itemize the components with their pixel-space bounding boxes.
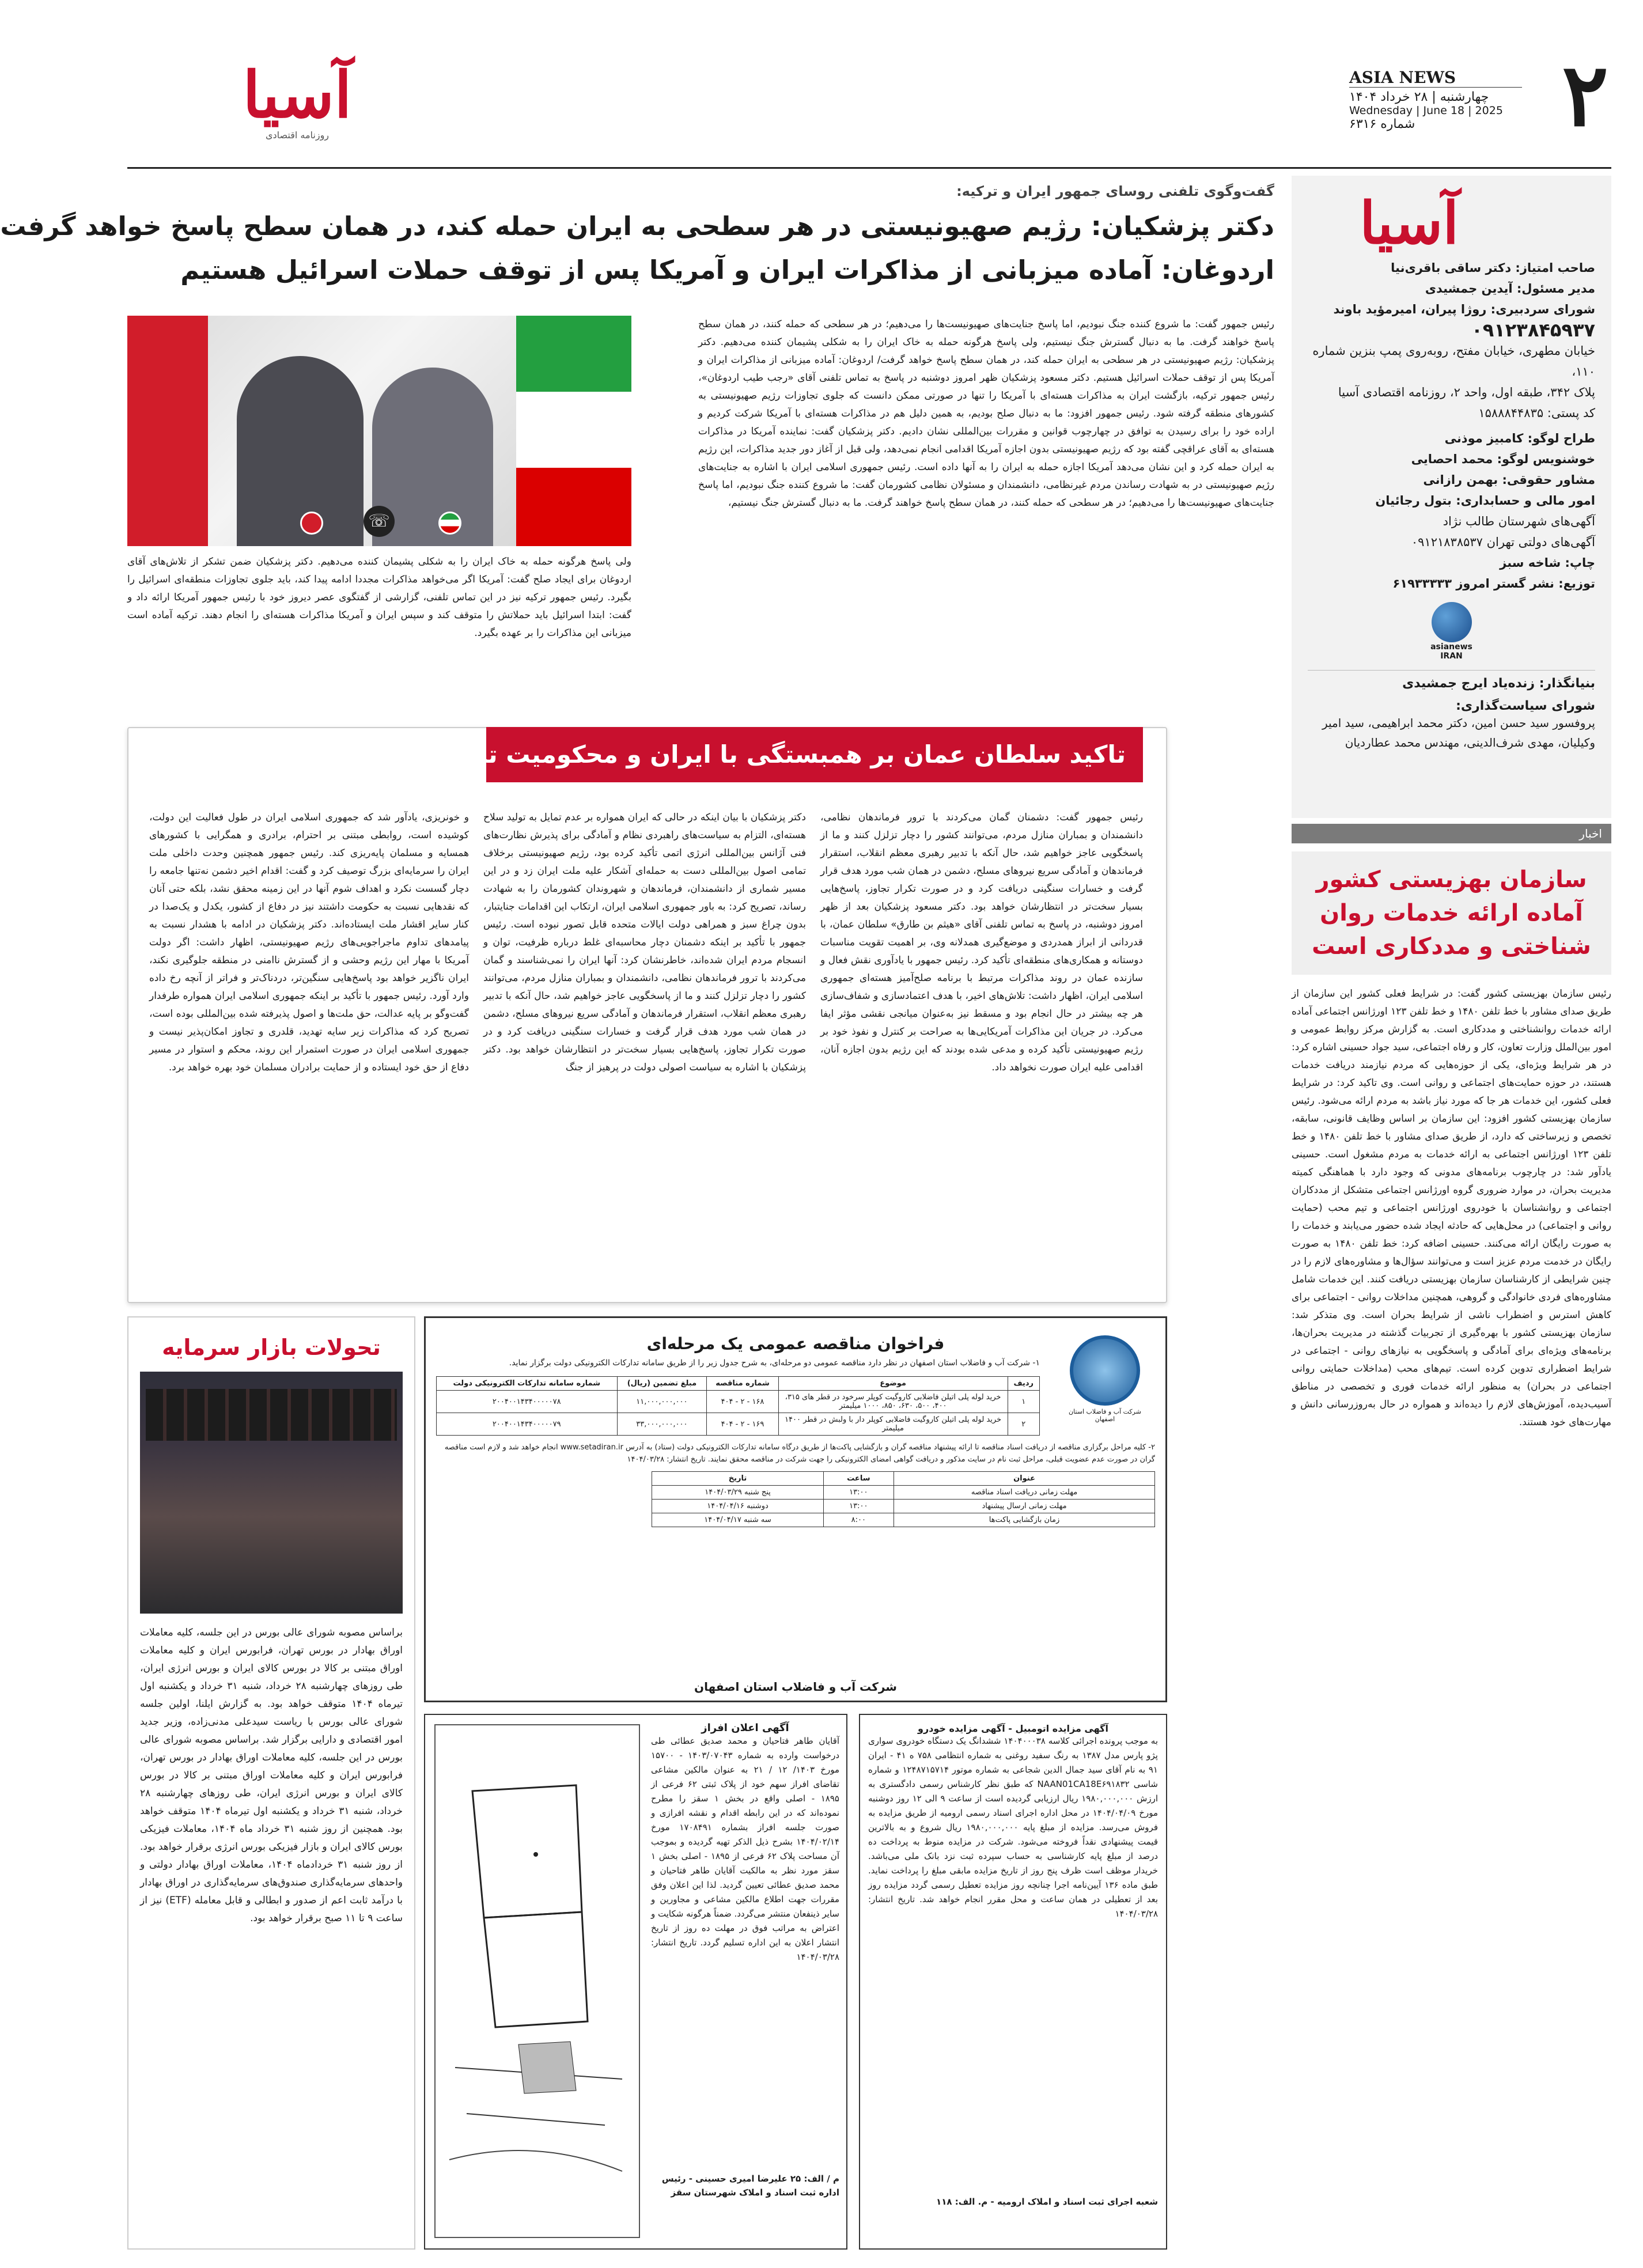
masthead-rule [127, 167, 1611, 169]
imprint-line: طراح لوگو: کامبیز موذنی [1444, 431, 1595, 445]
tender-footer: شرکت آب و فاضلاب استان اصفهان [694, 1680, 897, 1694]
table-cell: ۱۶۹ - ۲ - ۴۰۴ [707, 1413, 778, 1436]
phone-icon: ☏ [364, 506, 395, 537]
imprint-line: امور مالی و حسابداری: بتول رجائیان [1375, 494, 1595, 508]
news-headline-box [1292, 851, 1611, 975]
table-row [437, 1391, 1040, 1413]
news-headline: سازمان بهزیستی کشور آماده ارائه خدمات روان شناختی و مددکاری است [1312, 866, 1591, 960]
sidebar-imprint [1292, 176, 1611, 818]
top-logo-text: آسیا [243, 58, 352, 132]
table-cell: ۱۱,۰۰۰,۰۰۰,۰۰۰ [617, 1391, 707, 1413]
table-cell: ۸:۰۰ [823, 1513, 894, 1527]
tender-ad [424, 1316, 1167, 1702]
oman-headline: تاکید سلطان عمان بر همبستگی با ایران و محکومیت تجاوز رژیم صهیونیستی [218, 740, 1126, 768]
schedule-col-header: تاریخ [652, 1472, 823, 1486]
tender-col-header: ردیف [1008, 1377, 1039, 1391]
lead-body-left: ولی پاسخ هرگونه حمله به خاک ایران را به شکلی پشیمان کننده می‌دهیم. دکتر پزشکیان ضمن تشکر از تلاش‌های آقای اردوغان برای ایجاد صلح گفت: آمریکا اگر می‌خواهد مذاکرات مجددا ادامه پیدا کند، باید جلوی تجاوزات منطقه‌ای اسرائیل را بگیرد. رئیس جمهور ترکیه نیز در این تماس تلفنی، گزارشی از گفتگوی عصر دیروز خود با رئیس جمهور آمریکا ارائه داد و گفت: ابتدا اسرائیل باید حملاتش را متوقف کند و سپس ایران و آمریکا مذاکرات هسته‌ای را انجام دهند. ترکیه آماده است میزبانی این مذاکرات را بر عهده بگیرد. [127, 556, 631, 639]
table-cell: ۱۳:۰۰ [823, 1500, 894, 1513]
globe-icon [1432, 602, 1472, 642]
market-headline: تحولات بازار سرمایه [162, 1335, 381, 1360]
afraz-body: آقایان طاهر فتاحیان و محمد صدیق عطائی طی درخواست وارده به شماره ۱۴۰۳/۰۷۰۴۳ - ۱۵۷۰۰ مورخ ۱۴۰۳/ ۱۲ / ۲۱ به عنوان مالکین مشاعی تقاضای افراز سهم خود از پلاک ثبتی ۶۲ فرعی از ۱۸۹۵ - اصلی واقع در بخش ۱ سقز را مطرح نموده‌اند که در این رابطه اقدام و نقشه افرازی و صورت جلسه افراز بشماره ۱۷۰۸۴۹۱ مورخ ۱۴۰۴/۰۲/۱۴ بشرح ذیل الذکر تهیه گردیده و بموجب آن مساحت پلاک ۶۲ فرعی از ۱۸۹۵ - اصلی بخش ۱ سقز مورد نظر به مالکیت آقایان طاهر فتاحیان و محمد صدیق عطائی تعیین گردید. لذا این اعلان وفق مقررات جهت اطلاع مالکین مشاعی و مجاورین و سایر ذینفعان منتشر می‌گردد. ضمناً هرگونه شکایت و اعتراض به مراتب فوق در مهلت ده روز از تاریخ انتشار اعلان به این اداره تسلیم گردد. تاریخ انتشار: ۱۴۰۴/۰۳/۲۸ [651, 1736, 840, 1962]
oman-story-box [127, 727, 1167, 1303]
market-box [127, 1316, 415, 2250]
asianews-iran-logo [1420, 602, 1483, 661]
table-cell: ۳۳,۰۰۰,۰۰۰,۰۰۰ [617, 1413, 707, 1436]
table-cell: دوشنبه ۱۴۰۴/۰۴/۱۶ [652, 1500, 823, 1513]
oman-headline-bar [218, 727, 1143, 782]
afraz-title: آگهی اعلان افراز [701, 1722, 789, 1734]
imprint-line: صاحب امتیاز: دکتر ساقی باقری‌نیا [1391, 261, 1595, 275]
erdogan-portrait [237, 356, 364, 546]
date-fa: چهارشنبه | ۲۸ خرداد ۱۴۰۴ [1349, 87, 1522, 104]
imprint-line: آگهی‌های دولتی تهران ۰۹۱۲۱۸۳۸۵۳۷ [1411, 535, 1595, 549]
lead-kicker: گفت‌وگوی تلفنی روسای جمهور ایران و ترکیه: [956, 183, 1274, 199]
imprint-line: خوشنویس لوگو: محمد احصایی [1411, 452, 1595, 466]
policy-members: پروفسور سید حسن امین، دکتر محمد ابراهیمی، سید امیر وکیلیان، مهدی شرف‌الدینی، مهندس محمد عطاردیان [1322, 716, 1595, 749]
parcel-map [432, 1722, 642, 2240]
tender-note: ۲- کلیه مراحل برگزاری مناقصه از دریافت اسناد مناقصه تا ارائه پیشنهاد مناقصه گران و بازگشایی پاکت‌ها از طریق درگاه سامانه تدارکات الکترونیکی دولت (ستاد) به آدرس www.setadiran.ir انجام خواهد شد و لازم است مناقصه گران در صورت عدم عضویت قبلی، مراحل ثبت نام در سایت مذکور و دریافت گواهی امضای الکترونیکی را جهت شرکت در مناقصه محقق نمایند. تاریخ انتشار: ۱۴۰۴/۰۳/۲۸ [444, 1443, 1155, 1464]
tender-title: فراخوان مناقصه عمومی یک مرحله‌ای [646, 1334, 945, 1353]
iran-badge-icon [438, 512, 461, 535]
oman-col-3: و خونریزی، یادآور شد که جمهوری اسلامی ایران در طول فعالیت این دولت، کوشیده است، روابطی مبتنی بر احترام، برادری و همگرایی با کشورهای همسایه و مسلمان پایه‌ریزی کند. رئیس جمهور همچنین وحدت داخلی ملت ایران را سرمایه‌ای بزرگ توصیف کرد و گفت: اقدام اخیر دشمن نه‌تنها جامعه را دچار گسست نکرد و اهداف شوم آنها در این زمینه محقق نشد، بلکه حتی آنان که نقدهایی نسبت به حکومت داشتند نیز در دفاع از کشور، یکدل و یک‌صدا در کنار سایر اقشار ملت ایستاده‌اند. دکتر پزشکیان در ادامه با هشدار نسبت به پیامدهای تداوم ماجراجویی‌های رژیم صهیونیستی، اظهار داشت: اگر دولت آمریکا با مهار این رژیم وحشی و از گسترش ناامنی در منطقه جلوگیری نکند، ایران ناگزیر خواهد بود پاسخ‌هایی سنگین‌تر، دردناک‌تر و فراتر از آنچه رخ داده وارد آورد. رئیس جمهور با تأکید بر اینکه جمهوری اسلامی ایران همواره طرفدار گفت‌وگو بر پایه عدالت، حق ملت‌ها و اصول پذیرفته شده بین‌المللی بوده است، تصریح کرد که مذاکرات زیر سایه تهدید، قلدری و تجاوز امکان‌پذیر نیست و جمهوری اسلامی ایران در صورت استمرار این روند، محکم و استوار در مسیر دفاع از حق خود ایستاده و از حمایت برادران مسلمان خود بهره خواهد برد. [149, 812, 469, 1073]
imprint-line: توزیع: نشر گستر امروز ۶۱۹۳۳۳۳۳ [1392, 577, 1595, 590]
table-cell: مهلت زمانی دریافت اسناد مناقصه [894, 1486, 1155, 1500]
tender-table [436, 1376, 1040, 1436]
imprint-line: شورای سردبیری: روژا پیران، امیرمؤید باوند [1333, 302, 1595, 316]
market-body: براساس مصوبه شورای عالی بورس در این جلسه، کلیه معاملات اوراق بهادار در بورس تهران، فرابورس ایران و کلیه معاملات اوراق مبتنی بر کالا در بورس کالای ایران و بورس انرژی ایران، طی روزهای چهارشنبه ۲۸ خرداد، شنبه ۳۱ خرداد و یکشنبه اول تیرماه ۱۴۰۴ متوقف خواهد بود. به گزارش ایلنا، اولین جلسه شورای عالی بورس با ریاست سیدعلی مدنی‌زاده، وزیر جدید امور اقتصادی و دارایی برگزار شد. براساس مصوبه شورای عالی بورس در این جلسه، کلیه معاملات اوراق بهادار در بورس تهران، فرابورس ایران و کلیه معاملات اوراق مبتنی بر کالا در بورس کالای ایران و بورس انرژی ایران، طی روزهای چهارشنبه ۲۸ خرداد، شنبه ۳۱ خرداد و یکشنبه اول تیرماه ۱۴۰۴ متوقف خواهد بود. همچنین از روز شنبه ۳۱ خرداد ماه ۱۴۰۴، معاملات فیزیکی بورس کالای ایران و بازار فیزیکی بورس انرژی برقرار خواهد بود. از روز شنبه ۳۱ خردادماه ۱۴۰۴، معاملات اوراق بهادار دولتی و واحدهای سرمایه‌گذاری صندوق‌های سرمایه‌گذاری در اوراق بهادار با درآمد ثابت اعم از صدور و ابطالی و قابل معامله (ETF) نیز از ساعت ۹ تا ۱۱ صبح برقرار خواهد بود. [140, 1627, 403, 1924]
imprint-line: آگهی‌های شهرستان طالب نژاد [1443, 514, 1595, 528]
lead-body-right: رئیس جمهور گفت: ما شروع کننده جنگ نبودیم، اما پاسخ جنایت‌های صهیونیست‌ها را می‌دهیم؛ در هر سطحی که حمله کنند، در همان سطح پاسخ خواهند گرفت. ما به دنبال گسترش جنگ نیستیم، ولی پاسخ هرگونه حمله به خاک ایران را به شکلی پشیمان کننده می‌دهیم. دکتر پزشکیان: رژیم صهیونیستی در هر سطحی به ایران حمله کند، در همان سطح پاسخ خواهد گرفت/ اردوغان: آماده میزبانی از مذاکرات ایران و آمریکا پس از توقف حملات اسرائیل هستیم. دکتر مسعود پزشکیان ظهر امروز دوشنبه در پاسخ به تماس تلفنی آقای «رجب طیب اردوغان»، رئیس جمهور ترکیه، بازگشت ایران به مذاکرات هسته‌ای با آمریکا را تنها در صورتی ممکن دانست که جلوی تجاوزات رژیم صهیونیستی به کشورهای منطقه گرفته شود. رئیس جمهور افزود: ما به دنبال صلح بودیم، به همین دلیل هم در مذاکرات هسته‌ای با آمریکا شرکت کردیم و اراده خود را برای رسیدن به توافق در چهارچوب قوانین و مقررات بین‌المللی نشان دادیم. دکتر پزشکیان گفت: نماینده آمریکا در مذاکرات هسته‌ای به آقای عراقچی گفته بود که رژیم صهیونیستی بدون اجازه آمریکا اقدامی انجام نمی‌دهد، ولی قبل از آغاز دور جدید مذاکرات، این رژیم به ایران حمله کرد و این نشان می‌دهد آمریکا اجازه حمله به ایران را به آنها داده است. رئیس جمهوری اسلامی ایران با اشاره به جنایت‌های رژیم صهیونیستی در به شهادت رساندن مردم غیرنظامی، دانشمندان و مسئولان نظامی کشورمان گفت: ما شروع کننده جنگ نبودیم، اما پاسخ جنایت‌های صهیونیست‌ها را می‌دهیم؛ در هر سطحی که حمله کنند، در همان سطح پاسخ خواهند گرفت. ما به دنبال گسترش جنگ نیستیم، [698, 319, 1274, 509]
founder-line: بنیانگذار: زنده‌یاد ایرج جمشیدی [1308, 670, 1595, 691]
tender-col-header: شماره سامانه تدارکات الکترونیکی دولت [437, 1377, 618, 1391]
oman-col-1: رئیس جمهور گفت: دشمنان گمان می‌کردند با ترور فرماندهان نظامی، دانشمندان و بمباران منازل مردم، می‌توانند کشور را دچار تزلزل کنند و ما از پاسخگویی عاجز خواهیم شد، حال آنکه با تدبیر رهبری معظم انقلاب، استقرار فرماندهان و آمادگی سریع نیروهای مسلح، دشمن در همان شب مورد هدف قرار گرفت و خسارات سنگینی دریافت کرد و در صورت تکرار تجاوز، پاسخ‌هایی بسیار سخت‌تر در انتظارشان خواهد بود. دکتر مسعود پزشکیان بعد از ظهر امروز دوشنبه، در پاسخ به تماس تلفنی آقای «هیثم بن طارق» سلطان عمان، با قدردانی از ابراز همدردی و موضع‌گیری همدلانه وی، بر اهمیت تقویت مناسبات دوستانه و همکاری‌های منطقه‌ای تأکید کرد. رئیس جمهور با یادآوری نقش فعال و سازنده عمان در روند مذاکرات مرتبط با برنامه صلح‌آمیز هسته‌ای جمهوری اسلامی ایران، اظهار داشت: تلاش‌های اخیر، با هدف اعتمادسازی و شفاف‌سازی هر چه بیشتر در حال انجام بود و مسقط نیز به‌عنوان میانجی نقشی مؤثر ایفا می‌کرد. در جریان این مذاکرات آمریکایی‌ها به صراحت بر کنترل و نفوذ خود بر رژیم صهیونیستی تأکید کرده و مدعی شده بودند که این رژیم بدون اجازه آنان، اقدامی علیه ایران صورت نخواهد داد. [820, 812, 1143, 1073]
lead-headline-1: دکتر پزشکیان: رژیم صهیونیستی در هر سطحی به ایران حمله کند، در همان سطح پاسخ خواهد گرفت [0, 211, 1274, 241]
tender-schedule [652, 1471, 1155, 1527]
tender-intro: ۱- شرکت آب و فاضلاب استان اصفهان در نظر دارد مناقصه عمومی دو مرحله‌ای، به شرح جدول زیر را از طریق سامانه تدارکات الکترونیکی دولت برگزار نماید. [509, 1358, 1040, 1368]
water-company-caption: شرکت آب و فاضلاب استان اصفهان [1069, 1408, 1141, 1423]
water-company-logo [1062, 1335, 1148, 1422]
table-row [652, 1513, 1155, 1527]
imprint-line: کد پستی: ۱۵۸۸۸۴۴۸۳۵ [1478, 406, 1595, 420]
table-cell: ۲۰۰۴۰۰۱۴۳۴۰۰۰۰۰۷۹ [437, 1413, 618, 1436]
schedule-col-header: عنوان [894, 1472, 1155, 1486]
brand-latin: ASIA NEWS [1349, 68, 1456, 87]
table-cell: ۲ [1008, 1413, 1039, 1436]
lead-headline-2: اردوغان: آماده میزبانی از مذاکرات ایران و آمریکا پس از توقف حملات اسرائیل هستیم [180, 255, 1274, 285]
parcel-map-drawing [432, 1722, 642, 2240]
auction-sign: شعبه اجرای ثبت اسناد و املاک ارومیه - م. الف: ۱۱۸ [936, 2197, 1158, 2207]
table-cell: پنج شنبه ۱۴۰۴/۰۳/۲۹ [652, 1486, 823, 1500]
page-number: ۲ [1562, 44, 1608, 146]
table-cell: ۱ [1008, 1391, 1039, 1413]
news-body: رئیس سازمان بهزیستی کشور گفت: در شرایط فعلی کشور این سازمان از طریق صدای مشاور با خط تلفن ۱۴۸۰ و خط تلفن ۱۲۳ اورژانس اجتماعی آماده ارائه خدمات روانشناختی و مددکاری است. به گزارش مرکز روابط عمومی و امور بین‌الملل وزارت تعاون، کار و رفاه اجتماعی، سید جواد حسینی اشاره کرد: در هر شرایط ویژه‌ای، یکی از حوزه‌هایی که مردم نیازمند دریافت خدمات هستند، در حوزه حمایت‌های اجتماعی و روانی است. وی تاکید کرد: در شرایط فعلی کشور، این خدمات هر جا که مورد نیاز باشد به مردم ارائه می‌شود. رئیس سازمان بهزیستی کشور افزود: این سازمان بر اساس وظایف قانونی، سابقه، تخصص و زیرساختی که دارد، از طریق صدای مشاور با خط تلفن ۱۴۸۰ و خط تلفن ۱۲۳ اورژانس اجتماعی به ارائه خدمات به مردم مشغول است. حسینی یادآور شد: در چارچوب برنامه‌های مدونی که وجود دارد با هماهنگی کمیته مدیریت بحران، در موارد ضروری گروه اورژانس اجتماعی متشکل از مددکاران اجتماعی و روانشناسان با خودروی اورژانس اجتماعی و تیم محب (حمایت روانی و اجتماعی) در محل‌هایی که حادثه ایجاد شده حضور می‌یابند و خدمات را به صورت رایگان ارائه می‌کنند. حسینی اضافه کرد: خط تلفن ۱۴۸۰ به صورت رایگان در خدمت مردم عزیز است و می‌توانند سؤال‌ها و مشاوره‌های لازم را در چنین شرایطی از کارشناسان سازمان بهزیستی دریافت کنند. این خدمات شامل مشاوره‌های فردی خانوادگی و گروهی، همچنین مداخلات روانی - اجتماعی برای کاهش استرس و اضطراب ناشی از شرایط بحران است. وی متذکر شد: سازمان بهزیستی کشور با بهره‌گیری از تجربیات گذشته در مدیریت بحران‌ها، برنامه‌های ویژه‌ای برای آمادگی و پاسخگویی به نیازهای روانی - اجتماعی در شرایط اضطراری تدوین کرده است. تیم‌های محب (مداخلات حمایتی روانی اجتماعی در بحران) به منظور ارائه خدمات فوری و تخصصی در مناطق آسیب‌دیده، آموزش‌های لازم را دیده‌اند و همواره در حال به‌روزرسانی دانش و مهارت‌های خود هستند. [1292, 988, 1611, 1428]
tender-col-header: موضوع [778, 1377, 1008, 1391]
table-cell: ۲۰۰۴۰۰۱۴۳۴۰۰۰۰۰۷۸ [437, 1391, 618, 1413]
table-cell: خرید لوله پلی اتیلن کاروگیت فاضلابی کوپلر دار با ولبش در قطر ۱۴۰۰ میلیمتر [778, 1413, 1008, 1436]
imprint-line: چاپ: شاخه سبز [1500, 556, 1595, 570]
imprint-lines [1308, 258, 1595, 594]
issue-number: شماره ۶۳۱۶ [1349, 117, 1415, 131]
sidebar-logo: آسیا [1360, 189, 1459, 257]
afraz-sign: م / الف: ۲۵ علیرضا امیری حسینی - رئیس اداره ثبت اسناد و املاک شهرستان سقز [661, 2174, 839, 2198]
table-cell: زمان بازگشایی پاکت‌ها [894, 1513, 1155, 1527]
imprint-line: پلاک ۳۴۲، طبقه اول، واحد ۲، روزنامه اقتصادی آسیا [1338, 385, 1595, 399]
imprint-phone: ۰۹۱۲۳۸۴۵۹۳۷ [1471, 319, 1595, 341]
imprint-line: مدیر مسئول: آیدین جمشیدی [1425, 282, 1595, 296]
imprint-line: خیابان مطهری، خیابان مفتح، روبه‌روی پمپ بنزین شماره ۱۱۰، [1312, 344, 1595, 378]
table-cell: خرید لوله پلی اتیلن فاضلابی کاروگیت کوپلر سرخود در قطر های ۳۱۵، ۴۰۰، ۵۰۰، ۶۳۰، ۸۵۰، ۱۰۰۰ میلیمتر [778, 1391, 1008, 1413]
auction-title: آگهی مزایده اتومبیل - آگهی مزایده خودرو [918, 1723, 1108, 1734]
news-tag [1292, 824, 1611, 843]
afraz-ad [424, 1714, 847, 2250]
top-logo-sub: روزنامه اقتصادی [265, 130, 330, 141]
news-brief [1292, 824, 1611, 1694]
tender-col-header: شماره مناقصه [707, 1377, 778, 1391]
table-row [437, 1413, 1040, 1436]
oman-col-2: دکتر پزشکیان با بیان اینکه در حالی که ایران همواره بر عدم تمایل به تولید سلاح هسته‌ای، التزام به سیاست‌های راهبردی نظام و آمادگی برای پذیرش نظارت‌های فنی آژانس بین‌المللی انرژی اتمی تأکید کرده بود، رژیم صهیونیستی برخلاف تمامی اصول بین‌المللی دست به حمله‌ای آشکار علیه ملت ایران زد و در این مسیر شماری از دانشمندان، فرماندهان و شهروندان کشورمان را به شهادت رساند، تصریح کرد: به باور جمهوری اسلامی ایران، ارتکاب این اقدامات جنایتبار، بدون چراغ سبز و همراهی دولت ایالات متحده قابل تصور نبوده است. رئیس جمهور با تأکید بر اینکه دشمنان دچار محاسبه‌ای غلط درباره ظرفیت، توان و انسجام مردم ایران شده‌اند، خاطرنشان کرد: آنها ایران را نمی‌شناسند و گمان می‌کردند با ترور فرماندهان نظامی، دانشمندان و بمباران منازل مردم، می‌توانند کشور را دچار تزلزل کنند و ما از پاسخگویی عاجز خواهیم شد، حال آنکه با تدبیر رهبری معظم انقلاب، استقرار فرماندهان و آمادگی سریع نیروهای مسلح، دشمن در همان شب مورد هدف قرار گرفت و خسارات سنگینی دریافت کرد و در صورت تکرار تجاوز، پاسخ‌هایی بسیار سخت‌تر در انتظارشان خواهد بود. دکتر پزشکیان با اشاره به سیاست اصولی دولت در پرهیز از جنگ [483, 812, 806, 1073]
iran-flag-icon [516, 316, 631, 546]
turkey-flag-icon [127, 316, 208, 546]
schedule-col-header: ساعت [823, 1472, 894, 1486]
table-cell: مهلت زمانی ارسال پیشنهاد [894, 1500, 1155, 1513]
date-en: Wednesday | June 18 | 2025 [1349, 104, 1503, 117]
table-cell: سه شنبه ۱۴۰۴/۰۴/۱۷ [652, 1513, 823, 1527]
lead-photo [127, 316, 631, 546]
auction-ad [859, 1714, 1167, 2250]
auction-body: به موجب پرونده اجرائی کلاسه ۱۴۰۴۰۰۰۳۸ ششدانگ یک دستگاه خودروی سواری پژو پارس مدل ۱۳۸۷ به رنگ سفید روغنی به شماره انتظامی ۷۵۸ ه ۴۱ - ایران ۹۱ به نام آقای سید جمال الدین شجاعی به شماره موتور ۱۲۴۸۷۱۵۷۱۴ و شماره شاسی NAAN01CA18E۶۹۱۸۳۲ که طبق نظر کارشناس رسمی دادگستری به ارزش ۱۹۸۰,۰۰۰,۰۰۰ ریال ارزیابی گردیده است از ساعت ۹ الی ۱۲ روز دوشنبه مورخ ۱۴۰۴/۰۴/۰۹ در محل اداره اجرای اسناد رسمی ارومیه از طریق مزایده به فروش می‌رسد. مزایده از مبلغ پایه ۱۹۸۰,۰۰۰,۰۰۰ ریال شروع و به بالاترین قیمت پیشنهادی نقداً فروخته می‌شود. شرکت در مزایده منوط به پرداخت ده درصد از مبلغ پایه کارشناسی به حساب سپرده ثبت نزد بانک ملی می‌باشد. خریدار موظف است ظرف پنج روز از تاریخ مزایده مابقی مبلغ را پرداخت نماید. طبق ماده ۱۳۶ آیین‌نامه اجرا چنانچه روز مزایده تعطیل رسمی گردد مزایده روز بعد از تعطیلی در همان ساعت و محل مقرر انجام خواهد شد. تاریخ انتشار: ۱۴۰۴/۰۳/۲۸ [868, 1736, 1159, 1919]
table-row [652, 1486, 1155, 1500]
masthead-info [1349, 68, 1522, 166]
imprint-line: مشاور حقوقی: بهمن رازانی [1423, 473, 1595, 487]
ticker-board [146, 1389, 397, 1441]
water-drop-icon [1070, 1335, 1140, 1406]
tender-col-header: مبلغ تضمین (ریال) [617, 1377, 707, 1391]
stock-exchange-photo [140, 1372, 403, 1614]
policy-title: شورای سیاست‌گذاری: [1456, 699, 1595, 713]
turkey-badge-icon [300, 512, 323, 535]
news-tag-label: اخبار [1579, 827, 1602, 840]
table-row [652, 1500, 1155, 1513]
top-logo [228, 60, 366, 147]
table-cell: ۱۶۸ - ۲ - ۴۰۴ [707, 1391, 778, 1413]
asianews-label: asianews IRAN [1430, 642, 1472, 661]
table-cell: ۱۳:۰۰ [823, 1486, 894, 1500]
